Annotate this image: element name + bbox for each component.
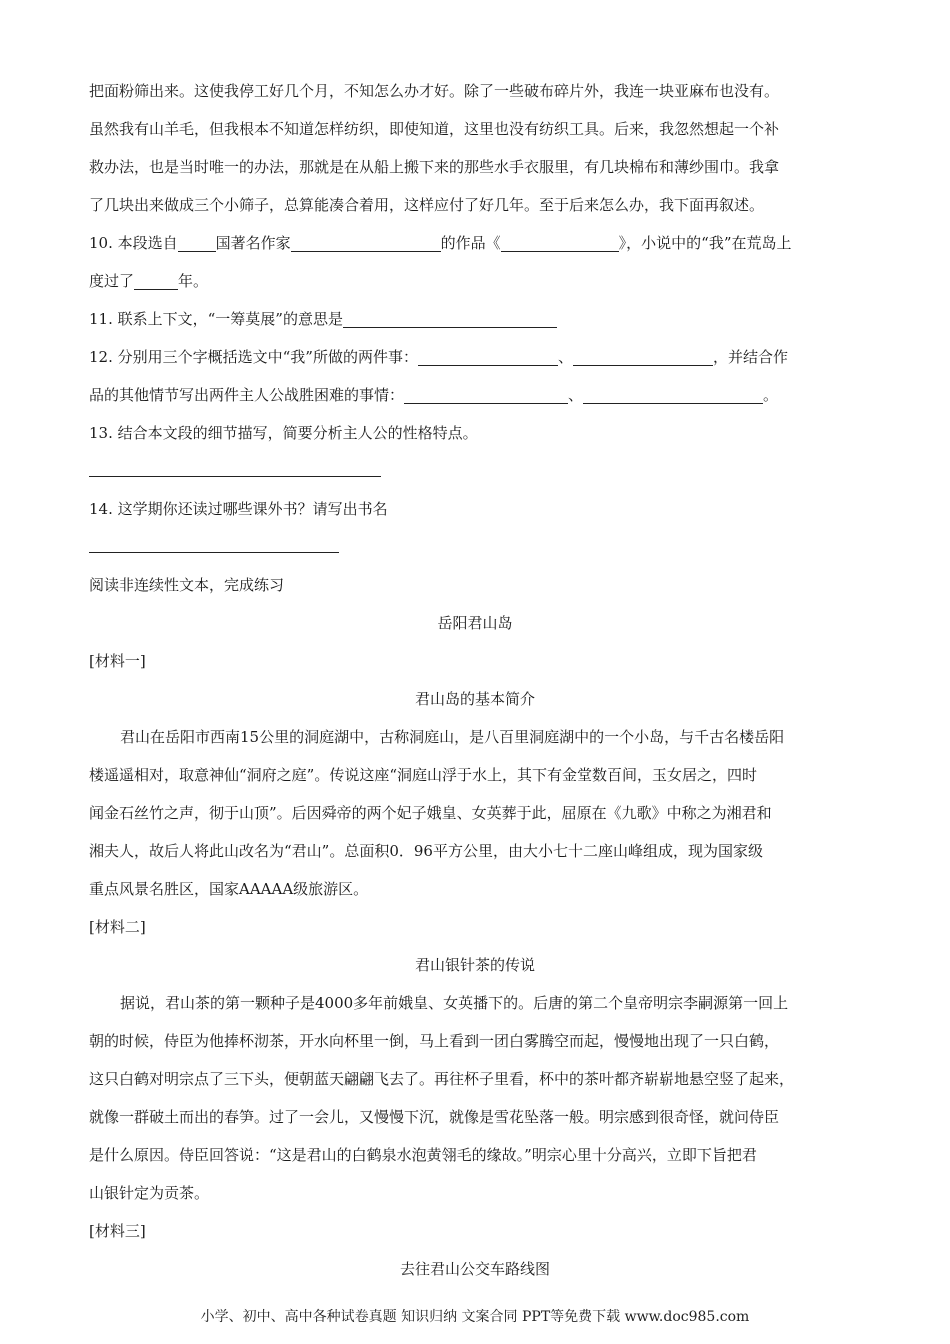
material-2-line: 就像一群破土而出的春笋。过了一会儿，又慢慢下沉，就像是雪花坠落一般。明宗感到很奇怪，就问侍臣 [89,1108,780,1126]
material-1-line: 闻金石丝竹之声，彻于山顶”。后因舜帝的两个妃子娥皇、女英葬于此，屈原在《九歌》中称之为湘君和 [89,804,772,822]
answer-blank-meaning[interactable] [343,305,557,328]
question-14: 14. 这学期你还读过哪些课外书？请写出书名 [89,500,388,518]
question-13: 13. 结合本文段的细节描写，简要分析主人公的性格特点。 [89,424,478,442]
passage-line: 了几块出来做成三个小筛子，总算能凑合着用，这样应付了好几年。至于后来怎么办，我下面再叙述。 [89,196,765,214]
question-11: 11. 联系上下文，“一筹莫展”的意思是 [89,300,861,338]
material-3-title: 去往君山公交车路线图 [399,1260,550,1278]
question-12-cont: 品的其他情节写出两件主人公战胜困难的事情： 、 。 [89,376,861,414]
material-1-line: 重点风景名胜区，国家AAAAA级旅游区。 [89,880,369,898]
question-12: 12. 分别用三个字概括选文中“我”所做的两件事： 、 ，并结合作 [89,338,861,376]
section-instruction: 阅读非连续性文本，完成练习 [89,576,285,594]
material-2-line: 山银针定为贡茶。 [89,1184,210,1202]
answer-blank-struggle-2[interactable] [583,381,763,404]
material-3-label: [材料三] [89,1222,146,1240]
passage-line: 救办法，也是当时唯一的办法，那就是在从船上搬下来的那些水手衣服里，有几块棉布和薄纱围巾。我拿 [89,158,780,176]
answer-line-14[interactable] [89,528,861,566]
material-2-line: 这只白鹤对明宗点了三下头，便朝蓝天翩翩飞去了。再往杯子里看，杯中的茶叶都齐崭崭地悬空竖了起来， [89,1070,795,1088]
material-1-title: 君山岛的基本简介 [414,690,535,708]
material-1-label: [材料一] [89,652,146,670]
answer-blank-struggle-1[interactable] [404,381,568,404]
main-title: 岳阳君山岛 [437,614,513,632]
question-10-cont: 度过了 年。 [89,262,861,300]
material-2-title: 君山银针茶的传说 [414,956,535,974]
document-page [89,72,861,1288]
material-1-line: 楼遥遥相对，取意神仙“洞府之庭”。传说这座“洞庭山浮于水上，其下有金堂数百间，玉女居之，四时 [89,766,758,784]
page-footer: 小学、初中、高中各种试卷真题 知识归纳 文案合同 PPT等免费下载 www.doc985.com [200,1309,750,1325]
answer-line-13[interactable] [89,452,861,490]
answer-blank-event-2[interactable] [573,343,713,366]
material-2-label: [材料二] [89,918,146,936]
answer-blank-years[interactable] [134,267,178,290]
answer-blank-country[interactable] [178,229,216,252]
material-2-line: 据说，君山茶的第一颗种子是4000多年前娥皇、女英播下的。后唐的第二个皇帝明宗李嗣源第一回上 [120,994,789,1012]
question-10: 10. 本段选自 国著名作家 的作品《 》，小说中的“我”在荒岛上 [89,224,861,262]
answer-blank-author[interactable] [291,229,441,252]
material-1-line: 君山在岳阳市西南15公里的洞庭湖中，古称洞庭山，是八百里洞庭湖中的一个小岛，与千古名楼岳阳 [120,728,785,746]
material-2-line: 朝的时候，侍臣为他捧杯沏茶，开水向杯里一倒，马上看到一团白雾腾空而起，慢慢地出现了一只白鹤， [89,1032,780,1050]
answer-blank-work[interactable] [501,229,619,252]
passage-line: 虽然我有山羊毛，但我根本不知道怎样纺织，即使知道，这里也没有纺织工具。后来，我忽然想起一个补 [89,120,780,138]
material-2-line: 是什么原因。侍臣回答说：“这是君山的白鹤泉水泡黄翎毛的缘故。”明宗心里十分高兴，立即下旨把君 [89,1146,757,1164]
answer-blank-event-1[interactable] [418,343,558,366]
passage-line: 把面粉筛出来。这使我停工好几个月，不知怎么办才好。除了一些破布碎片外，我连一块亚麻布也没有。 [89,82,780,100]
material-1-line: 湘夫人，故后人将此山改名为“君山”。总面积0．96平方公里，由大小七十二座山峰组成，现为国家级 [89,842,763,860]
